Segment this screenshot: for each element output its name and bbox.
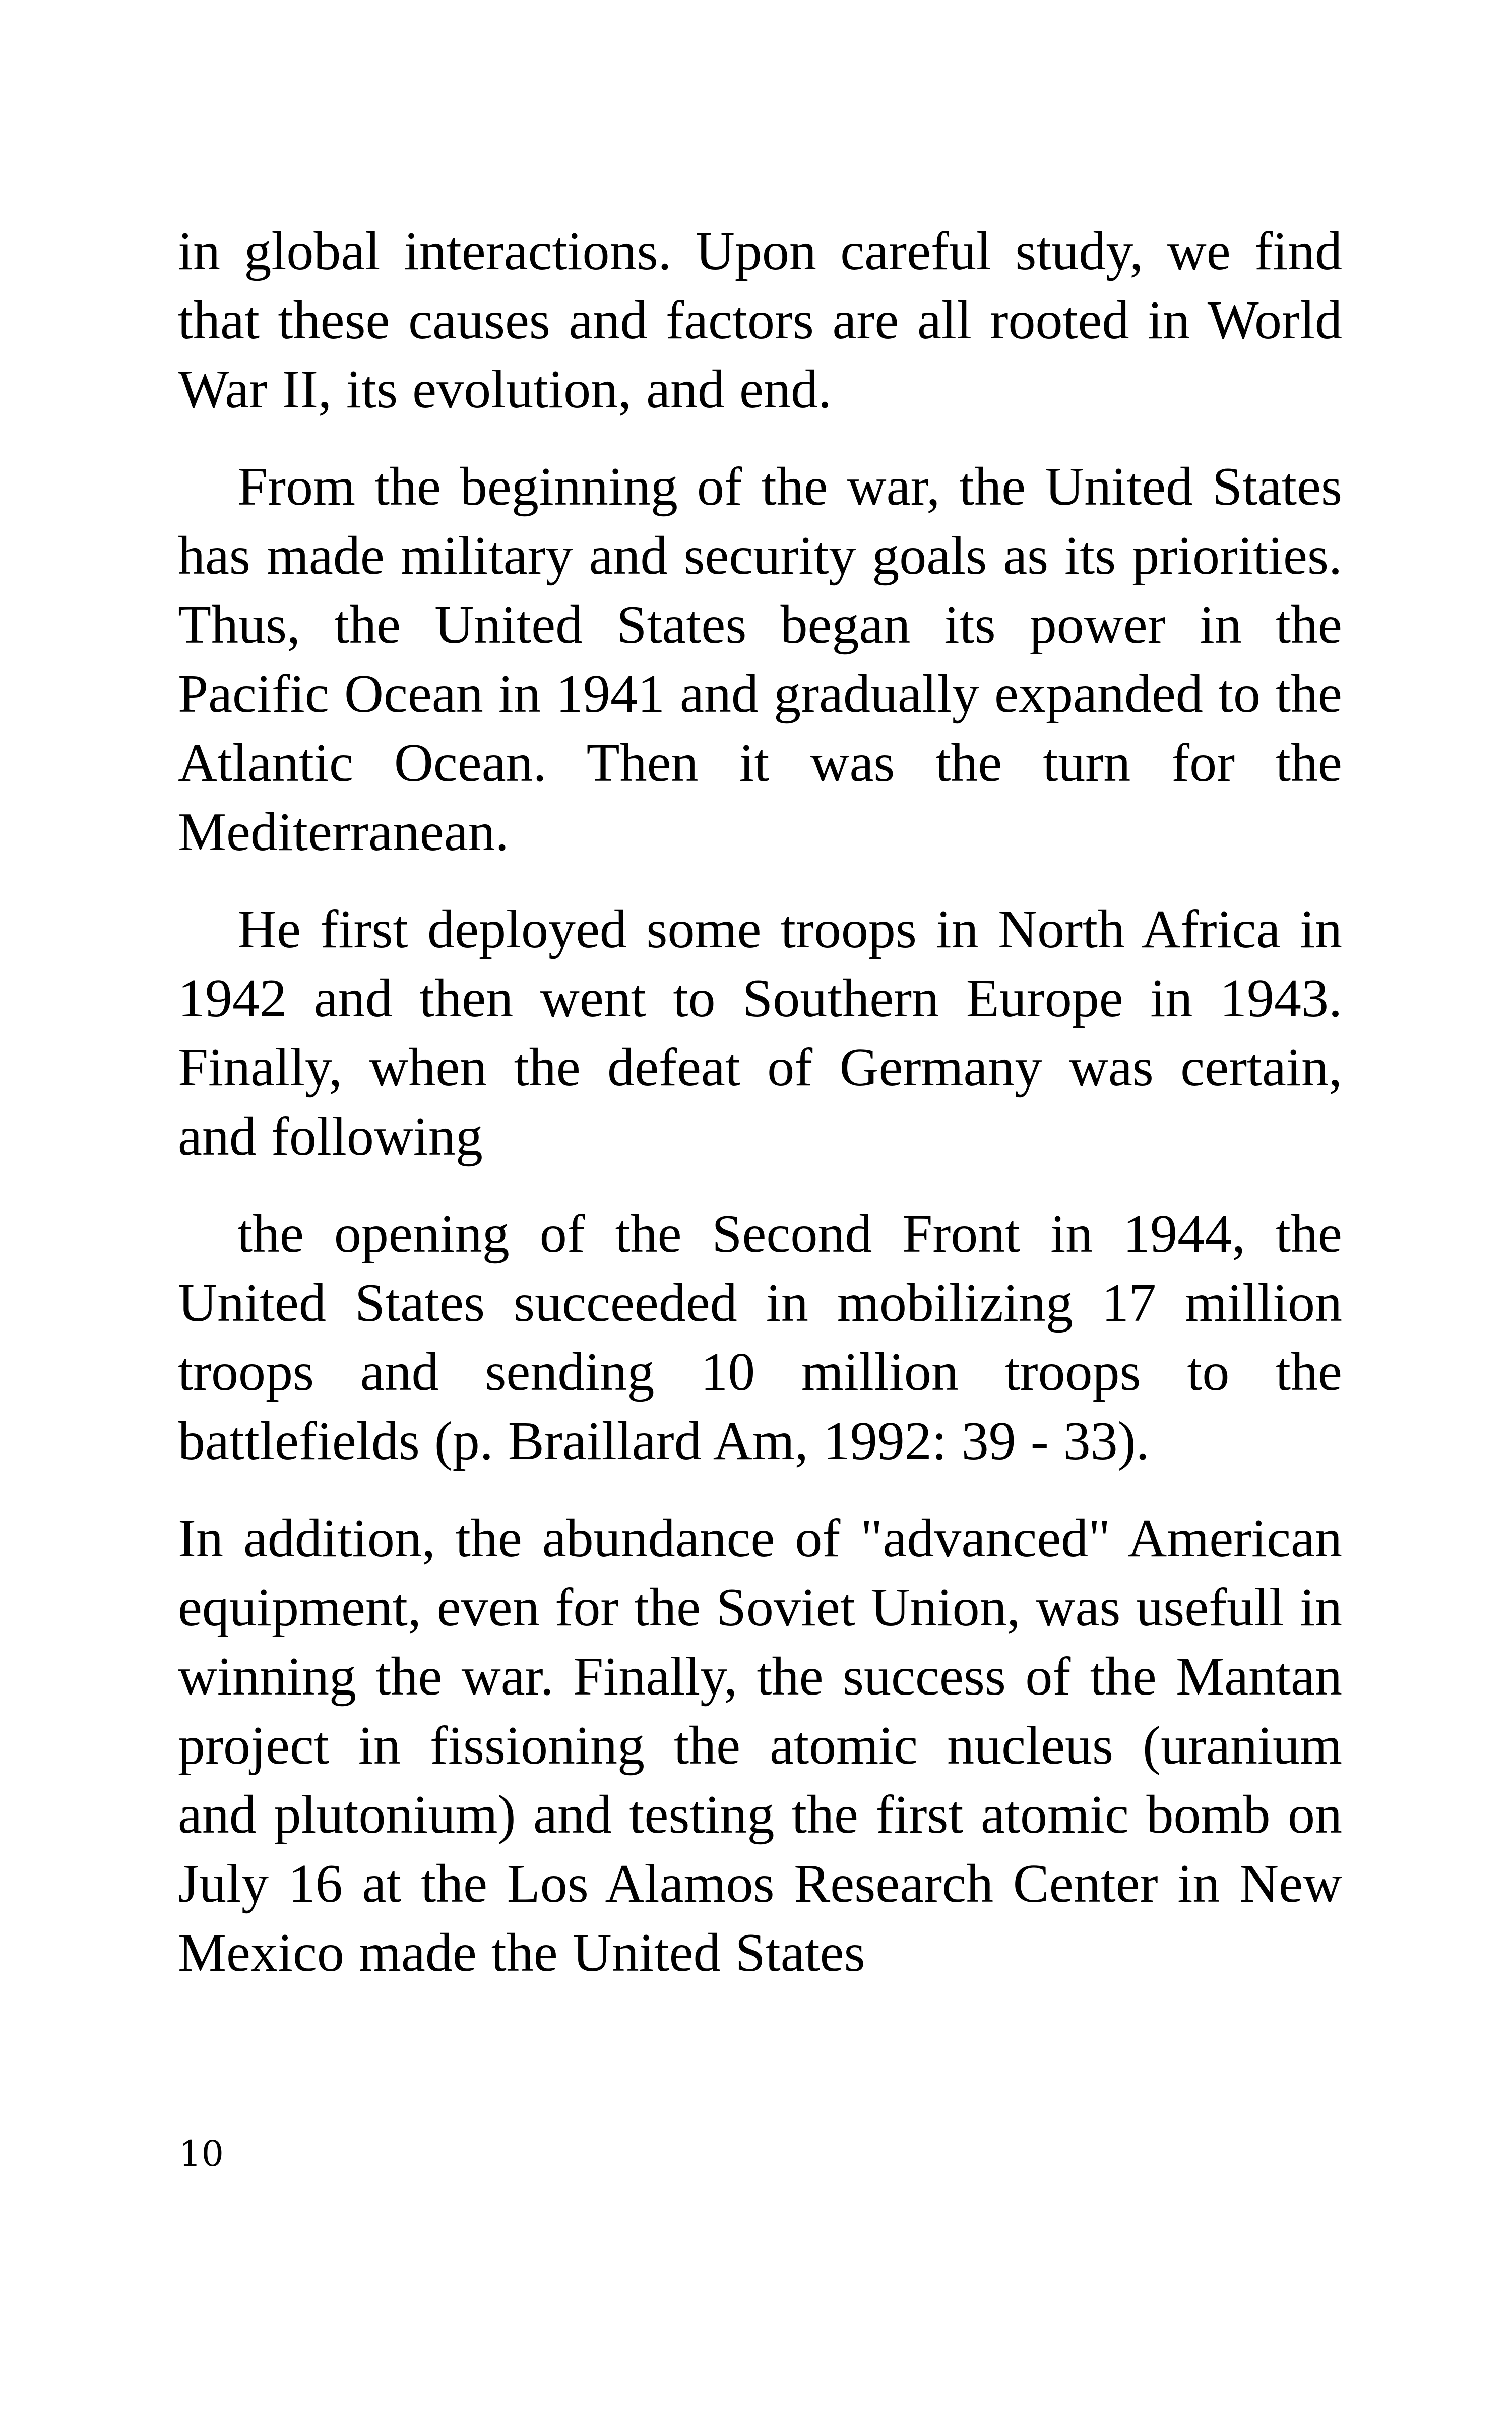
paragraph-2: From the beginning of the war, the United States has made military and security goals as its priorities. Thus, the United States began its power in the Pacific Ocean in 1941 and gradually expanded to the Atlantic Ocean. Then it was the turn for the Mediterranean. [178, 457, 1342, 862]
paragraph-3: He first deployed some troops in North Africa in 1942 and then went to Southern Europe in 1943. Finally, when the defeat of Germany was certain, and following [178, 899, 1342, 1167]
body-text [178, 217, 1342, 1987]
page-number: 10 [179, 2133, 224, 2174]
paragraph-1: in global interactions. Upon careful study, we find that these causes and factors are all rooted in World War II, its evolution, and end. [178, 221, 1342, 419]
paragraph-5: In addition, the abundance of "advanced" American equipment, even for the Soviet Union, was usefull in winning the war. Finally, the success of the Mantan project in fissioning the atomic nucleus (uranium and plutonium) and testing the first atomic bomb on July 16 at the Los Alamos Research Center in New Mexico made the United States [178, 1508, 1342, 1983]
paragraph-4: the opening of the Second Front in 1944, the United States succeeded in mobilizing 17 million troops and sending 10 million troops to the battlefields (p. Braillard Am, 1992: 39 - 33). [178, 1204, 1342, 1471]
